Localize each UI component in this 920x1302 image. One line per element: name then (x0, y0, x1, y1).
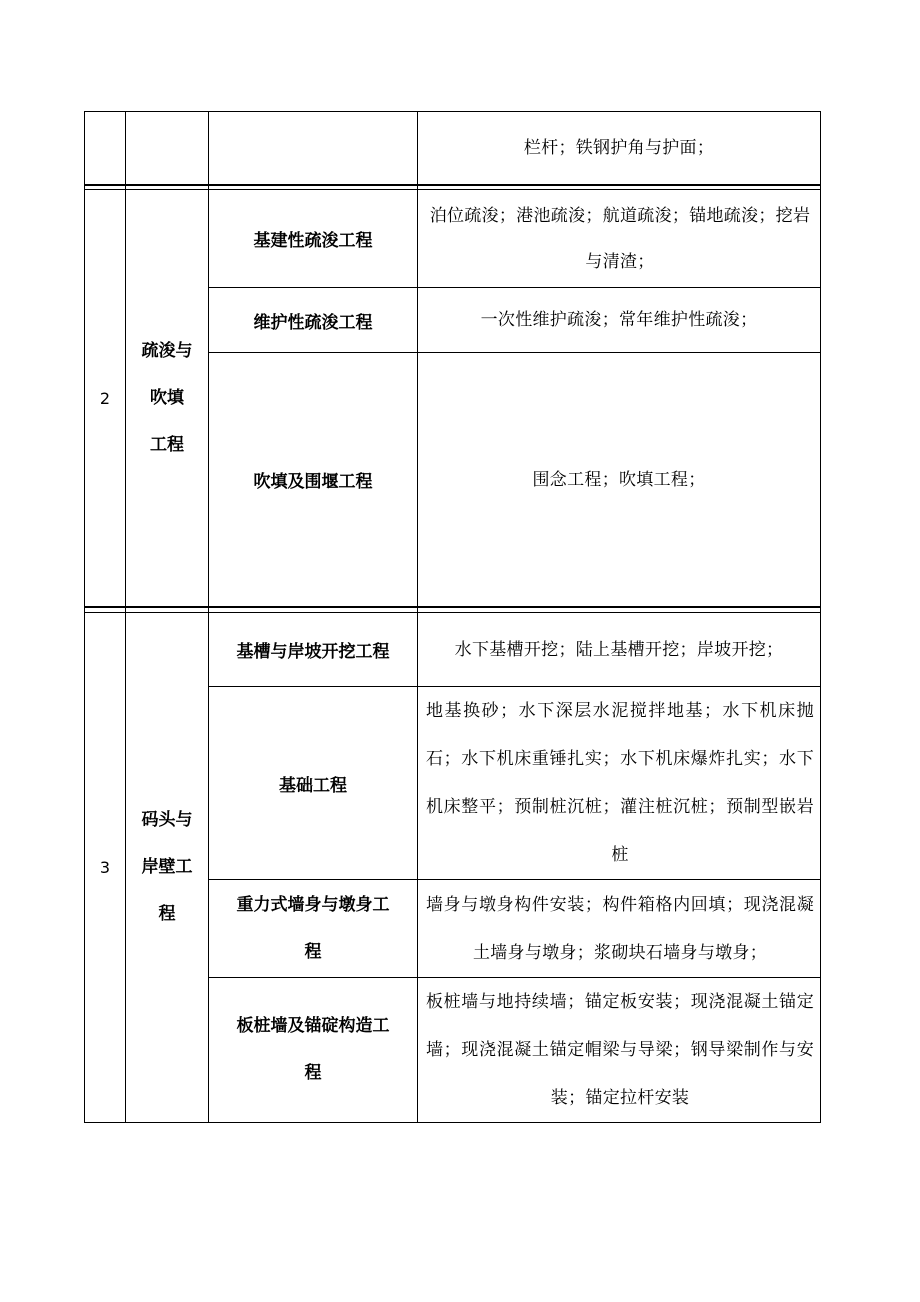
group2-item3-name: 吹填及围堰工程 (253, 472, 373, 492)
group2-item1-name: 基建性疏浚工程 (253, 231, 373, 251)
group2-category-line-2: 吹填 (150, 387, 184, 408)
group3-category-line-3: 程 (158, 904, 176, 924)
group3-category-line-2: 岸壁工 (141, 857, 193, 877)
group3-item4-name (209, 978, 417, 1122)
group3-item3-name (209, 880, 417, 977)
group3-item4-desc: 板桩墙与地持续墙；锚定板安装；现浇混凝土锚定墙；现浇混凝土锚定帽梁与导梁；钢导梁制作与安装；锚定拉杆安装 (426, 992, 814, 1108)
group2-item3-desc: 围念工程；吹填工程； (532, 469, 706, 490)
group3-item3-name-line-1: 重力式墙身与墩身工 (236, 894, 390, 915)
group2-category-line-3: 工程 (150, 434, 184, 455)
group3-category (126, 613, 208, 1122)
top-row-desc (418, 112, 820, 184)
group3-item1-desc: 水下基槽开挖；陆上基槽开挖；岸坡开挖； (454, 639, 784, 660)
group2-item2-desc: 一次性维护疏浚；常年维护性疏浚； (480, 310, 758, 330)
group3-item2-name: 基础工程 (279, 775, 347, 796)
group3-category-line-1: 码头与 (141, 810, 193, 830)
group2-category-line-1: 疏浚与 (141, 340, 193, 361)
group3-number: 3 (99, 858, 111, 877)
top-row-desc-text: 栏杆；铁钢护角与护面； (523, 138, 715, 158)
group2-number: 2 (99, 388, 111, 408)
group2-item1-desc: 泊位疏浚；港池疏浚；航道疏浚；锚地疏浚；挖岩与清渣； (429, 205, 811, 272)
group3-item3-desc: 墙身与墩身构件安装；构件箱格内回填；现浇混凝土墙身与墩身；浆砌块石墙身与墩身； (426, 894, 814, 963)
group3-item4-name-line-2: 程 (304, 1063, 322, 1083)
group3-item1-name: 基槽与岸坡开挖工程 (236, 642, 390, 662)
group3-item3-name-line-2: 程 (304, 941, 322, 962)
group3-item2-desc: 地基换砂；水下深层水泥搅拌地基；水下机床抛石；水下机床重锤扎实；水下机床爆炸扎实；水下机床整平；预制桩沉桩；灌注桩沉桩；预制型嵌岩桩 (426, 701, 814, 865)
group2-category (126, 190, 208, 606)
group2-item2-name: 维护性疏浚工程 (253, 312, 373, 333)
group3-item4-name-line-1: 板桩墙及锚碇构造工 (236, 1016, 390, 1036)
